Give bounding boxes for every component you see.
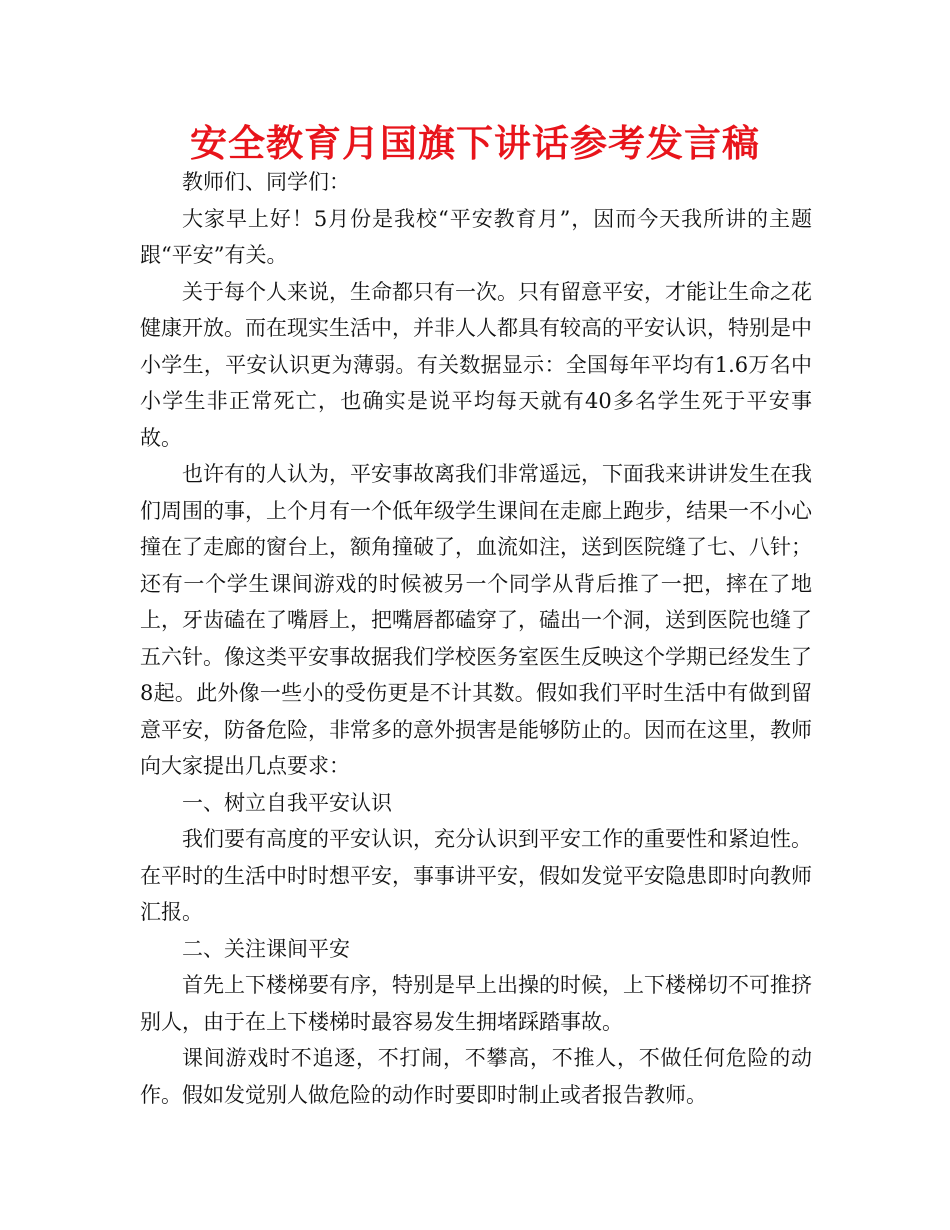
document-body bbox=[140, 164, 812, 1113]
section-heading-2: 二、关注课间平安 bbox=[182, 936, 350, 961]
incident-paragraph: 也许有的人认为，平安事故离我们非常遥远，下面我来讲讲发生在我们周围的事，上个月有一个低年级学生课间在走廊上跑步，结果一不小心撞在了走廊的窗台上，额角撞破了，血流如注，送到医院缝了七、八针；还有一个学生课间游戏的时候被另一个同学从背后推了一把，摔在了地上，牙齿磕在了嘴唇上，把嘴唇都磕穿了，磕出一个洞，送到医院也缝了五六针。像这类平安事故据我们学校医务室医生反映这个学期已经发生了8起。此外像一些小的受伤更是不计其数。假如我们平时生活中有做到留意平安，防备危险，非常多的意外损害是能够防止的。因而在这里，教师向大家提出几点要求： bbox=[140, 462, 812, 778]
life-safety-paragraph: 关于每个人来说，生命都只有一次。只有留意平安，才能让生命之花健康开放。而在现实生活中，并非人人都具有较高的平安认识，特别是中小学生，平安认识更为薄弱。有关数据显示：全国每年平均有1.6万名中小学生非正常死亡，也确实是说平均每天就有40多名学生死于平安事故。 bbox=[140, 279, 812, 450]
intro-paragraph: 大家早上好！5月份是我校“平安教育月”，因而今天我所讲的主题跟“平安”有关。 bbox=[140, 206, 812, 267]
stairs-paragraph: 首先上下楼梯要有序，特别是早上出操的时候，上下楼梯切不可推挤别人，由于在上下楼梯时最容易发生拥堵踩踏事故。 bbox=[140, 973, 812, 1034]
section-1-paragraph: 我们要有高度的平安认识，充分认识到平安工作的重要性和紧迫性。在平时的生活中时时想平安，事事讲平安，假如发觉平安隐患即时向教师汇报。 bbox=[140, 827, 812, 924]
section-heading-1: 一、树立自我平安认识 bbox=[182, 790, 392, 815]
greeting-paragraph: 教师们、同学们： bbox=[182, 170, 350, 194]
recess-paragraph: 课间游戏时不追逐，不打闹，不攀高，不推人，不做任何危险的动作。假如发觉别人做危险的动作时要即时制止或者报告教师。 bbox=[140, 1046, 812, 1107]
document-title: 安全教育月国旗下讲话参考发言稿 bbox=[190, 122, 760, 165]
